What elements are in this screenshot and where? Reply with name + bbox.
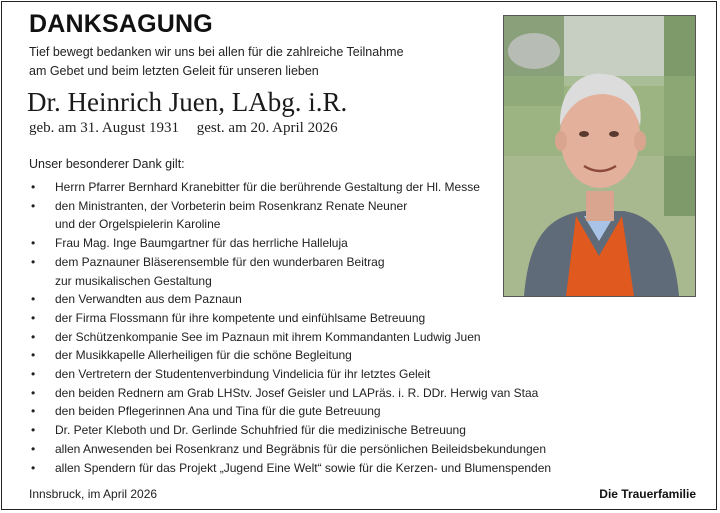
bullet-icon: •	[31, 460, 36, 475]
thanks-item	[29, 384, 551, 403]
thanks-item	[29, 328, 551, 347]
bullet-icon: •	[31, 423, 36, 438]
thanks-item	[29, 178, 551, 197]
thanks-item-text: Frau Mag. Inge Baumgartner für das herrliche Halleluja	[55, 236, 348, 251]
thanks-item-text: allen Anwesenden bei Rosenkranz und Begräbnis für die persönlichen Beileidsbekundungen	[55, 441, 547, 456]
life-dates	[29, 120, 338, 137]
thanks-item	[29, 459, 551, 478]
thanks-item	[29, 440, 551, 459]
bullet-icon: •	[31, 404, 36, 419]
intro-line: am Gebet und beim letzten Geleit für unseren lieben	[29, 64, 319, 78]
bullet-icon: •	[31, 310, 36, 325]
thanks-item-continuation: zur musikalischen Gestaltung	[55, 273, 212, 288]
bullet-icon: •	[31, 441, 36, 456]
deceased-name: Dr. Heinrich Juen, LAbg. i.R.	[27, 87, 348, 117]
thanks-item-text: der Schützenkompanie See im Paznaun mit ihrem Kommandanten Ludwig Juen	[55, 329, 481, 344]
thanks-item-text: der Musikkapelle Allerheiligen für die schöne Begleitung	[55, 348, 352, 363]
thanks-item	[29, 309, 551, 328]
thanks-list	[29, 178, 551, 477]
bullet-icon: •	[31, 198, 36, 213]
bullet-icon: •	[31, 180, 36, 194]
bullet-icon: •	[31, 292, 36, 307]
portrait-illustration	[504, 16, 695, 296]
thanks-item-text: allen Spendern für das Projekt „Jugend Eine Welt“ sowie für die Kerzen- und Blumenspenden	[55, 460, 552, 475]
thanks-item	[29, 290, 551, 309]
thanks-item	[29, 346, 551, 365]
bullet-icon: •	[31, 348, 36, 363]
death-date: gest. am 20. April 2026	[196, 120, 338, 136]
thanks-item-text: den beiden Pflegerinnen Ana und Tina für die gute Betreuung	[55, 404, 381, 419]
thanks-item-continuation: und der Orgelspielerin Karoline	[55, 217, 221, 232]
thanks-item	[29, 402, 551, 421]
bullet-icon: •	[31, 385, 36, 400]
thanks-item	[29, 253, 551, 290]
bullet-icon: •	[31, 254, 36, 269]
thanks-item	[29, 197, 551, 234]
thanks-item	[29, 234, 551, 253]
thanks-heading: Unser besonderer Dank gilt:	[29, 157, 185, 171]
intro-line: Tief bewegt bedanken wir uns bei allen für die zahlreiche Teilnahme	[29, 45, 404, 59]
thanks-item-text: dem Paznauner Bläserensemble für den wunderbaren Beitrag	[55, 254, 385, 269]
signature: Die Trauerfamilie	[599, 487, 696, 501]
intro-text	[29, 43, 489, 81]
thanks-item-text: den Ministranten, der Vorbeterin beim Rosenkranz Renate Neuner	[55, 198, 408, 213]
birth-date: geb. am 31. August 1931	[29, 120, 179, 136]
thanks-item	[29, 421, 551, 440]
thanks-item-text: den Vertretern der Studentenverbindung Vindelicia für ihr letztes Geleit	[55, 367, 431, 382]
bullet-icon: •	[31, 329, 36, 344]
thanks-item-text: Herrn Pfarrer Bernhard Kranebitter für die berührende Gestaltung der Hl. Messe	[55, 180, 480, 194]
place-date: Innsbruck, im April 2026	[29, 487, 158, 501]
bullet-icon: •	[31, 236, 36, 251]
obituary-card	[1, 1, 717, 510]
thanks-item-text: Dr. Peter Kleboth und Dr. Gerlinde Schuhfried für die medizinische Betreuung	[55, 423, 466, 438]
thanks-item-text: der Firma Flossmann für ihre kompetente und einfühlsame Betreuung	[55, 310, 426, 325]
bullet-icon: •	[31, 367, 36, 382]
thanks-item	[29, 365, 551, 384]
thanks-item-text: den Verwandten aus dem Paznaun	[55, 292, 242, 307]
portrait-photo	[503, 15, 696, 297]
page-title: DANKSAGUNG	[29, 10, 213, 38]
thanks-item-text: den beiden Rednern am Grab LHStv. Josef Geisler und LAPräs. i. R. DDr. Herwig van Staa	[55, 385, 539, 400]
